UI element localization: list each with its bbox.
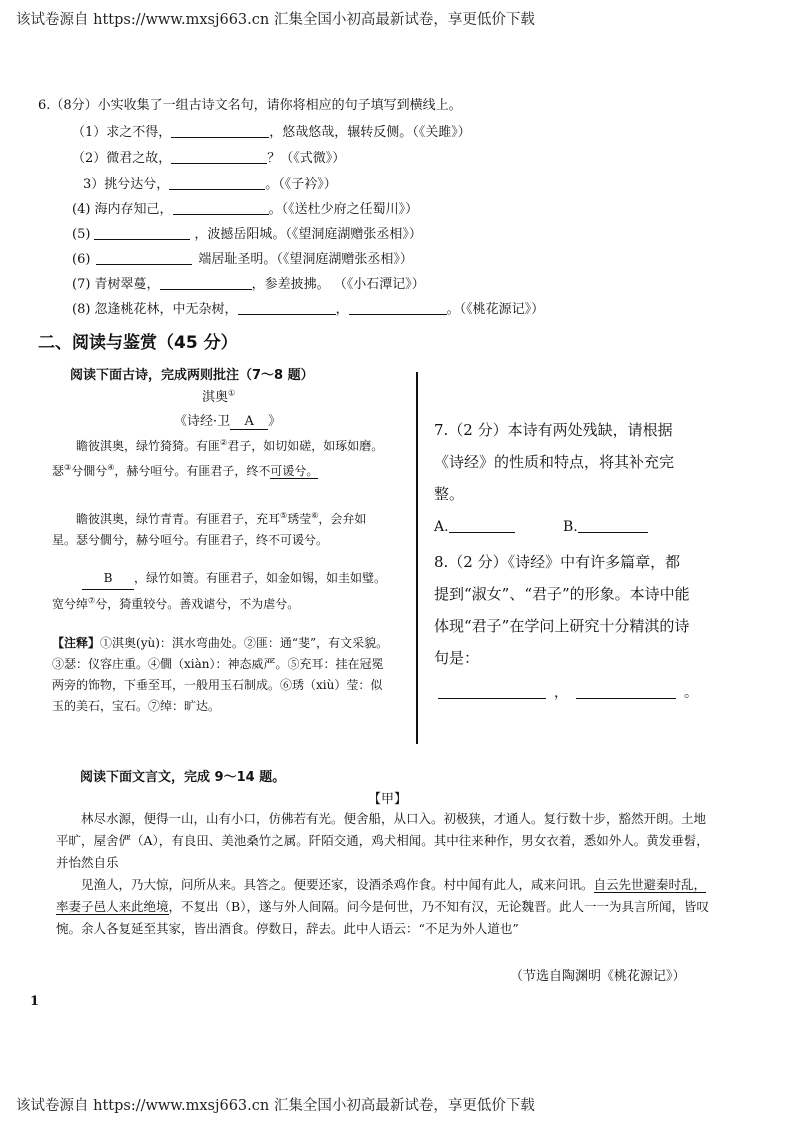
answer-blank[interactable] <box>173 200 269 215</box>
answer-blank[interactable] <box>169 175 265 190</box>
q6-item-3: 3）挑兮达兮， 。（《子衿》） <box>83 177 337 192</box>
poem-annotations: 【注释】①淇奥(yù)：淇水弯曲处。②匪：通“斐”，有文采貌。③瑟：仪容庄重。④僩（xiàn）：神态威严。⑤充耳：挂在冠冕两旁的饰物，下垂至耳，一般用玉石制成。⑥琇（xiù）莹：似玉的美石，宝石。⑦绰：旷达。 <box>52 636 389 713</box>
prose-paragraph-1: 林尽水源，便得一山，山有小口，仿佛若有光。便舍船，从口入。初极狭，才通人。复行数十步，豁然开朗。土地平旷，屋舍俨（A），有良田、美池桑竹之属。阡陌交通，鸡犬相闻。其中往来种作，男女衣着，悉如外人。黄发垂髫，并怡然自乐 <box>56 811 709 870</box>
q6-item-5: (5) ，波撼岳阳城。（《望洞庭湖赠张丞相》） <box>72 227 422 242</box>
answer-blank[interactable] <box>576 684 676 699</box>
poem-title: 淇奥① <box>202 388 236 405</box>
section-heading: 二、阅读与鉴赏（45 分） <box>38 333 238 353</box>
answer-blank-b[interactable] <box>578 518 648 533</box>
poem-source: 《诗经·卫 A 》 <box>174 414 282 429</box>
answer-blank[interactable] <box>160 275 252 290</box>
poem-stanza-3: B ，绿竹如箦。有匪君子，如金如锡，如圭如璧。宽兮绰⑦兮，猗重较兮。善戏谑兮，不为虐兮。 <box>52 568 390 615</box>
q6-item-2: （2）微君之故， ？（《式微》） <box>72 151 346 166</box>
q7-text: 7.（2 分）本诗有两处残缺，请根据《诗经》的性质和特点，将其补充完整。 <box>434 421 675 503</box>
poem-stanza-1: 瞻彼淇奥，绿竹猗猗。有匪②君子，如切如磋，如琢如磨。瑟③兮僩兮④，赫兮咺兮。有匪君子，终不可谖兮。 <box>52 438 384 478</box>
answer-blank[interactable] <box>96 250 192 265</box>
prose-instruction: 阅读下面文言文，完成 9～14 题。 <box>80 770 286 785</box>
answer-blank[interactable] <box>171 149 267 164</box>
q6-item-4: (4) 海内存知己， 。（《送杜少府之任蜀川》） <box>72 202 419 217</box>
column-divider <box>416 372 418 744</box>
q7-answers: A. B. <box>434 518 648 535</box>
prose-source: （节选自陶渊明《桃花源记》） <box>510 969 686 984</box>
answer-blank[interactable] <box>238 300 336 315</box>
answer-blank[interactable] <box>94 225 190 240</box>
q6-item-8: (8) 忽逢桃花林，中无杂树， ， 。（《桃花源记》） <box>72 302 545 317</box>
answer-blank-a[interactable] <box>449 518 515 533</box>
header-banner[interactable]: 该试卷源自 https://www.mxsj663.cn 汇集全国小初高最新试卷，享更低价下载 <box>16 12 535 28</box>
poem-stanza-2: 瞻彼淇奥，绿竹青青。有匪君子，充耳⑤琇莹⑥，会弁如星。瑟兮僩兮，赫兮咺兮。有匪君子，终不可谖兮。 <box>52 511 367 547</box>
prose-label: 【甲】 <box>368 792 408 807</box>
poem-blank-b[interactable]: B <box>82 568 134 590</box>
poem-instruction: 阅读下面古诗，完成两则批注（7～8 题） <box>70 368 314 383</box>
footer-banner[interactable]: 该试卷源自 https://www.mxsj663.cn 汇集全国小初高最新试卷，享更低价下载 <box>16 1098 535 1114</box>
page-number: 1 <box>30 994 40 1009</box>
q6-item-1: （1）求之不得， ，悠哉悠哉，辗转反侧。（《关雎》） <box>72 125 471 140</box>
poem-blank-a[interactable]: A <box>230 414 268 430</box>
answer-blank[interactable] <box>438 684 546 699</box>
q8-answers: ， 。 <box>438 682 698 702</box>
q6-item-6: (6) 端居耻圣明。（《望洞庭湖赠张丞相》） <box>72 252 413 267</box>
q6-item-7: (7) 青树翠蔓， ，参差披拂。 （《小石潭记》） <box>72 277 425 292</box>
q6-title: 6.（8分）小实收集了一组古诗文名句，请你将相应的句子填写到横线上。 <box>38 98 462 113</box>
prose-paragraph-2: 见渔人，乃大惊，问所从来。具答之。便要还家，设酒杀鸡作食。村中闻有此人，咸来问讯。自云先世避秦时乱，率妻子邑人来此绝境，不复出（B），遂与外人间隔。问今是何世，乃不知有汉，无论魏晋。此人一一为具言所闻，皆叹惋。余人各复延至其家，皆出酒食。停数日，辞去。此中人语云：“不足为外人道也” <box>56 877 709 936</box>
answer-blank[interactable] <box>171 123 269 138</box>
answer-blank[interactable] <box>349 300 447 315</box>
q8-text: 8.（2 分）《诗经》中有许多篇章，都提到“淑女”、“君子”的形象。本诗中能体现“君子”在学问上研究十分精淇的诗句是： <box>434 553 690 667</box>
